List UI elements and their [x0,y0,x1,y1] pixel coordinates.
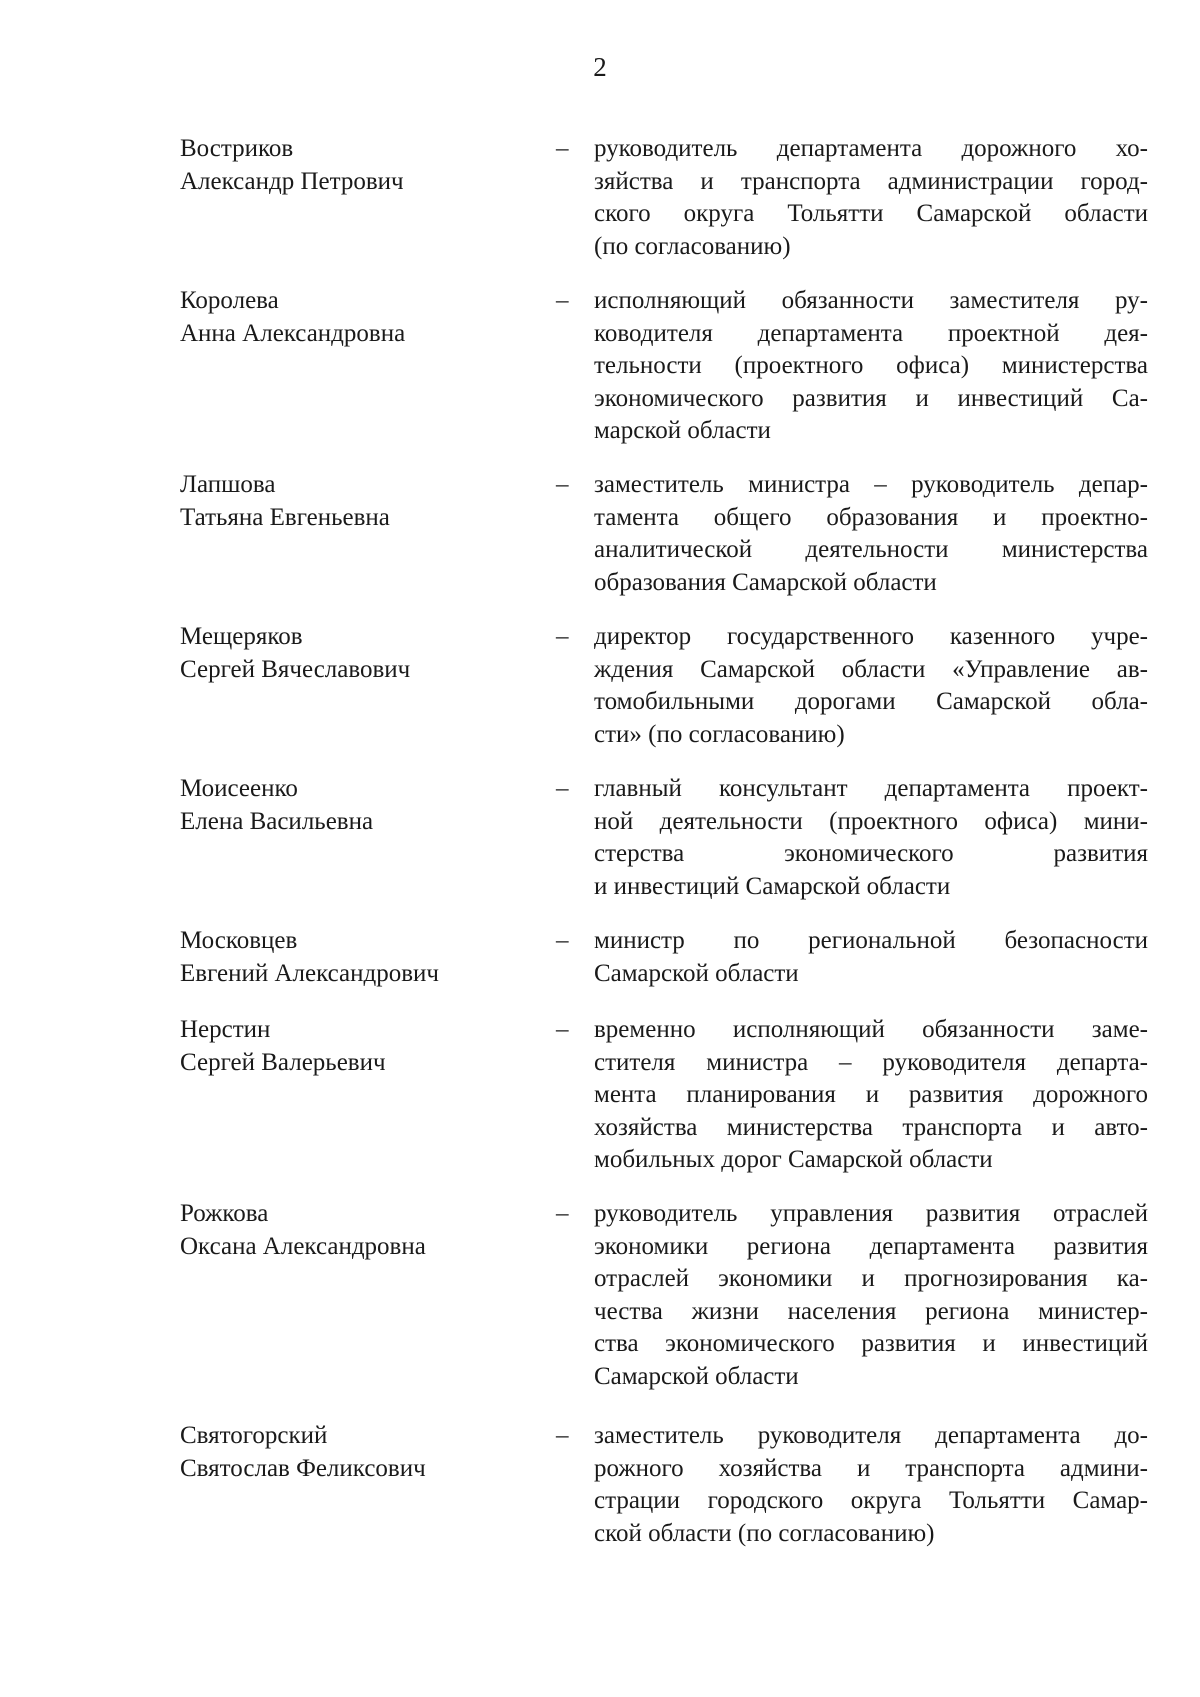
given-names: Елена Васильевна [180,807,374,835]
separator-dash: – [556,1016,569,1043]
separator-dash: – [556,471,569,498]
position-line: ства экономического развития и инвестиций [594,1330,1148,1357]
position-line: отраслей экономики и прогнозирования ка- [594,1265,1148,1292]
list-item [0,285,1200,444]
position-line: зяйства и транспорта администрации город- [594,167,1148,195]
position-line: заместитель министра – руководитель депар- [594,471,1148,498]
position-line: Самарской области [594,1362,799,1390]
separator-dash: – [556,135,569,162]
position-line: сти» (по согласованию) [594,720,845,748]
position-line: руководитель управления развития отраслей [594,1200,1148,1227]
person-name [180,133,530,198]
position-line: тельности (проектного офиса) министерства [594,352,1148,379]
list-item [0,133,1200,283]
surname: Рожкова [180,1200,269,1227]
person-name [180,469,530,534]
person-name [180,1420,530,1485]
position-line: мобильных дорог Самарской области [594,1146,993,1173]
position-description [594,1198,1148,1393]
person-name [180,925,530,990]
position-line: Самарской области [594,959,799,987]
surname: Мещеряков [180,623,303,650]
surname: Востриков [180,135,294,162]
position-line: экономического развития и инвестиций Са- [594,384,1148,412]
person-name [180,621,530,686]
separator-dash: – [556,623,569,650]
position-description [594,621,1148,751]
position-line: мента планирования и развития дорожного [594,1081,1148,1108]
given-names: Сергей Валерьевич [180,1048,386,1076]
position-line: (по согласованию) [594,232,791,260]
position-line: томобильными дорогами Самарской обла- [594,688,1148,715]
separator-dash: – [556,1200,569,1227]
list-item [0,1014,1200,1173]
page-number: 2 [593,52,607,82]
position-line: руководитель департамента дорожного хо- [594,135,1148,162]
surname: Лапшова [180,471,276,498]
position-line: чества жизни населения региона министер- [594,1297,1148,1325]
position-line: рожного хозяйства и транспорта админи- [594,1454,1148,1482]
given-names: Сергей Вячеславович [180,655,411,683]
surname: Московцев [180,927,298,954]
list-item [0,621,1200,771]
position-line: ского округа Тольятти Самарской области [594,200,1148,227]
position-line: заместитель руководителя департамента до- [594,1422,1148,1449]
separator-dash: – [556,287,569,314]
person-name [180,1198,530,1263]
position-line: ской области (по согласованию) [594,1519,935,1547]
position-line: стерства экономического развития [594,840,1148,867]
position-line: ководителя департамента проектной дея- [594,319,1148,347]
given-names: Татьяна Евгеньевна [180,503,390,531]
given-names: Святослав Феликсович [180,1454,426,1482]
given-names: Евгений Александрович [180,959,439,987]
position-line: исполняющий обязанности заместителя ру- [594,287,1148,314]
surname: Королева [180,287,279,314]
position-line: временно исполняющий обязанности заме- [594,1016,1148,1043]
position-line: министр по региональной безопасности [594,927,1148,954]
position-line: ной деятельности (проектного офиса) мини- [594,807,1148,835]
list-item [0,1198,1200,1390]
person-name [180,285,530,350]
position-line: главный консультант департамента проект- [594,775,1148,802]
given-names: Оксана Александровна [180,1232,426,1260]
separator-dash: – [556,1422,569,1449]
separator-dash: – [556,927,569,954]
position-description [594,773,1148,903]
position-description [594,1014,1148,1177]
position-description [594,1420,1148,1550]
position-line: аналитической деятельности министерства [594,536,1148,563]
list-item [0,1420,1200,1570]
position-description [594,133,1148,263]
surname: Нерстин [180,1016,271,1043]
position-line: страции городского округа Тольятти Самар- [594,1487,1148,1514]
position-line: стителя министра – руководителя департа- [594,1048,1148,1076]
position-description [594,925,1148,990]
position-description [594,469,1148,599]
person-name [180,1014,530,1079]
position-line: марской области [594,417,771,444]
position-line: директор государственного казенного учре- [594,623,1148,650]
position-line: тамента общего образования и проектно- [594,503,1148,531]
position-line: хозяйства министерства транспорта и авто- [594,1113,1148,1141]
position-line: экономики региона департамента развития [594,1232,1148,1260]
surname: Святогорский [180,1422,328,1449]
position-line: ждения Самарской области «Управление ав- [594,655,1148,683]
given-names: Анна Александровна [180,319,406,347]
position-line: образования Самарской области [594,568,937,596]
separator-dash: – [556,775,569,802]
given-names: Александр Петрович [180,167,404,195]
list-item [0,469,1200,619]
position-description [594,285,1148,448]
person-name [180,773,530,838]
list-item [0,773,1200,923]
surname: Моисеенко [180,775,298,802]
position-line: и инвестиций Самарской области [594,872,951,900]
